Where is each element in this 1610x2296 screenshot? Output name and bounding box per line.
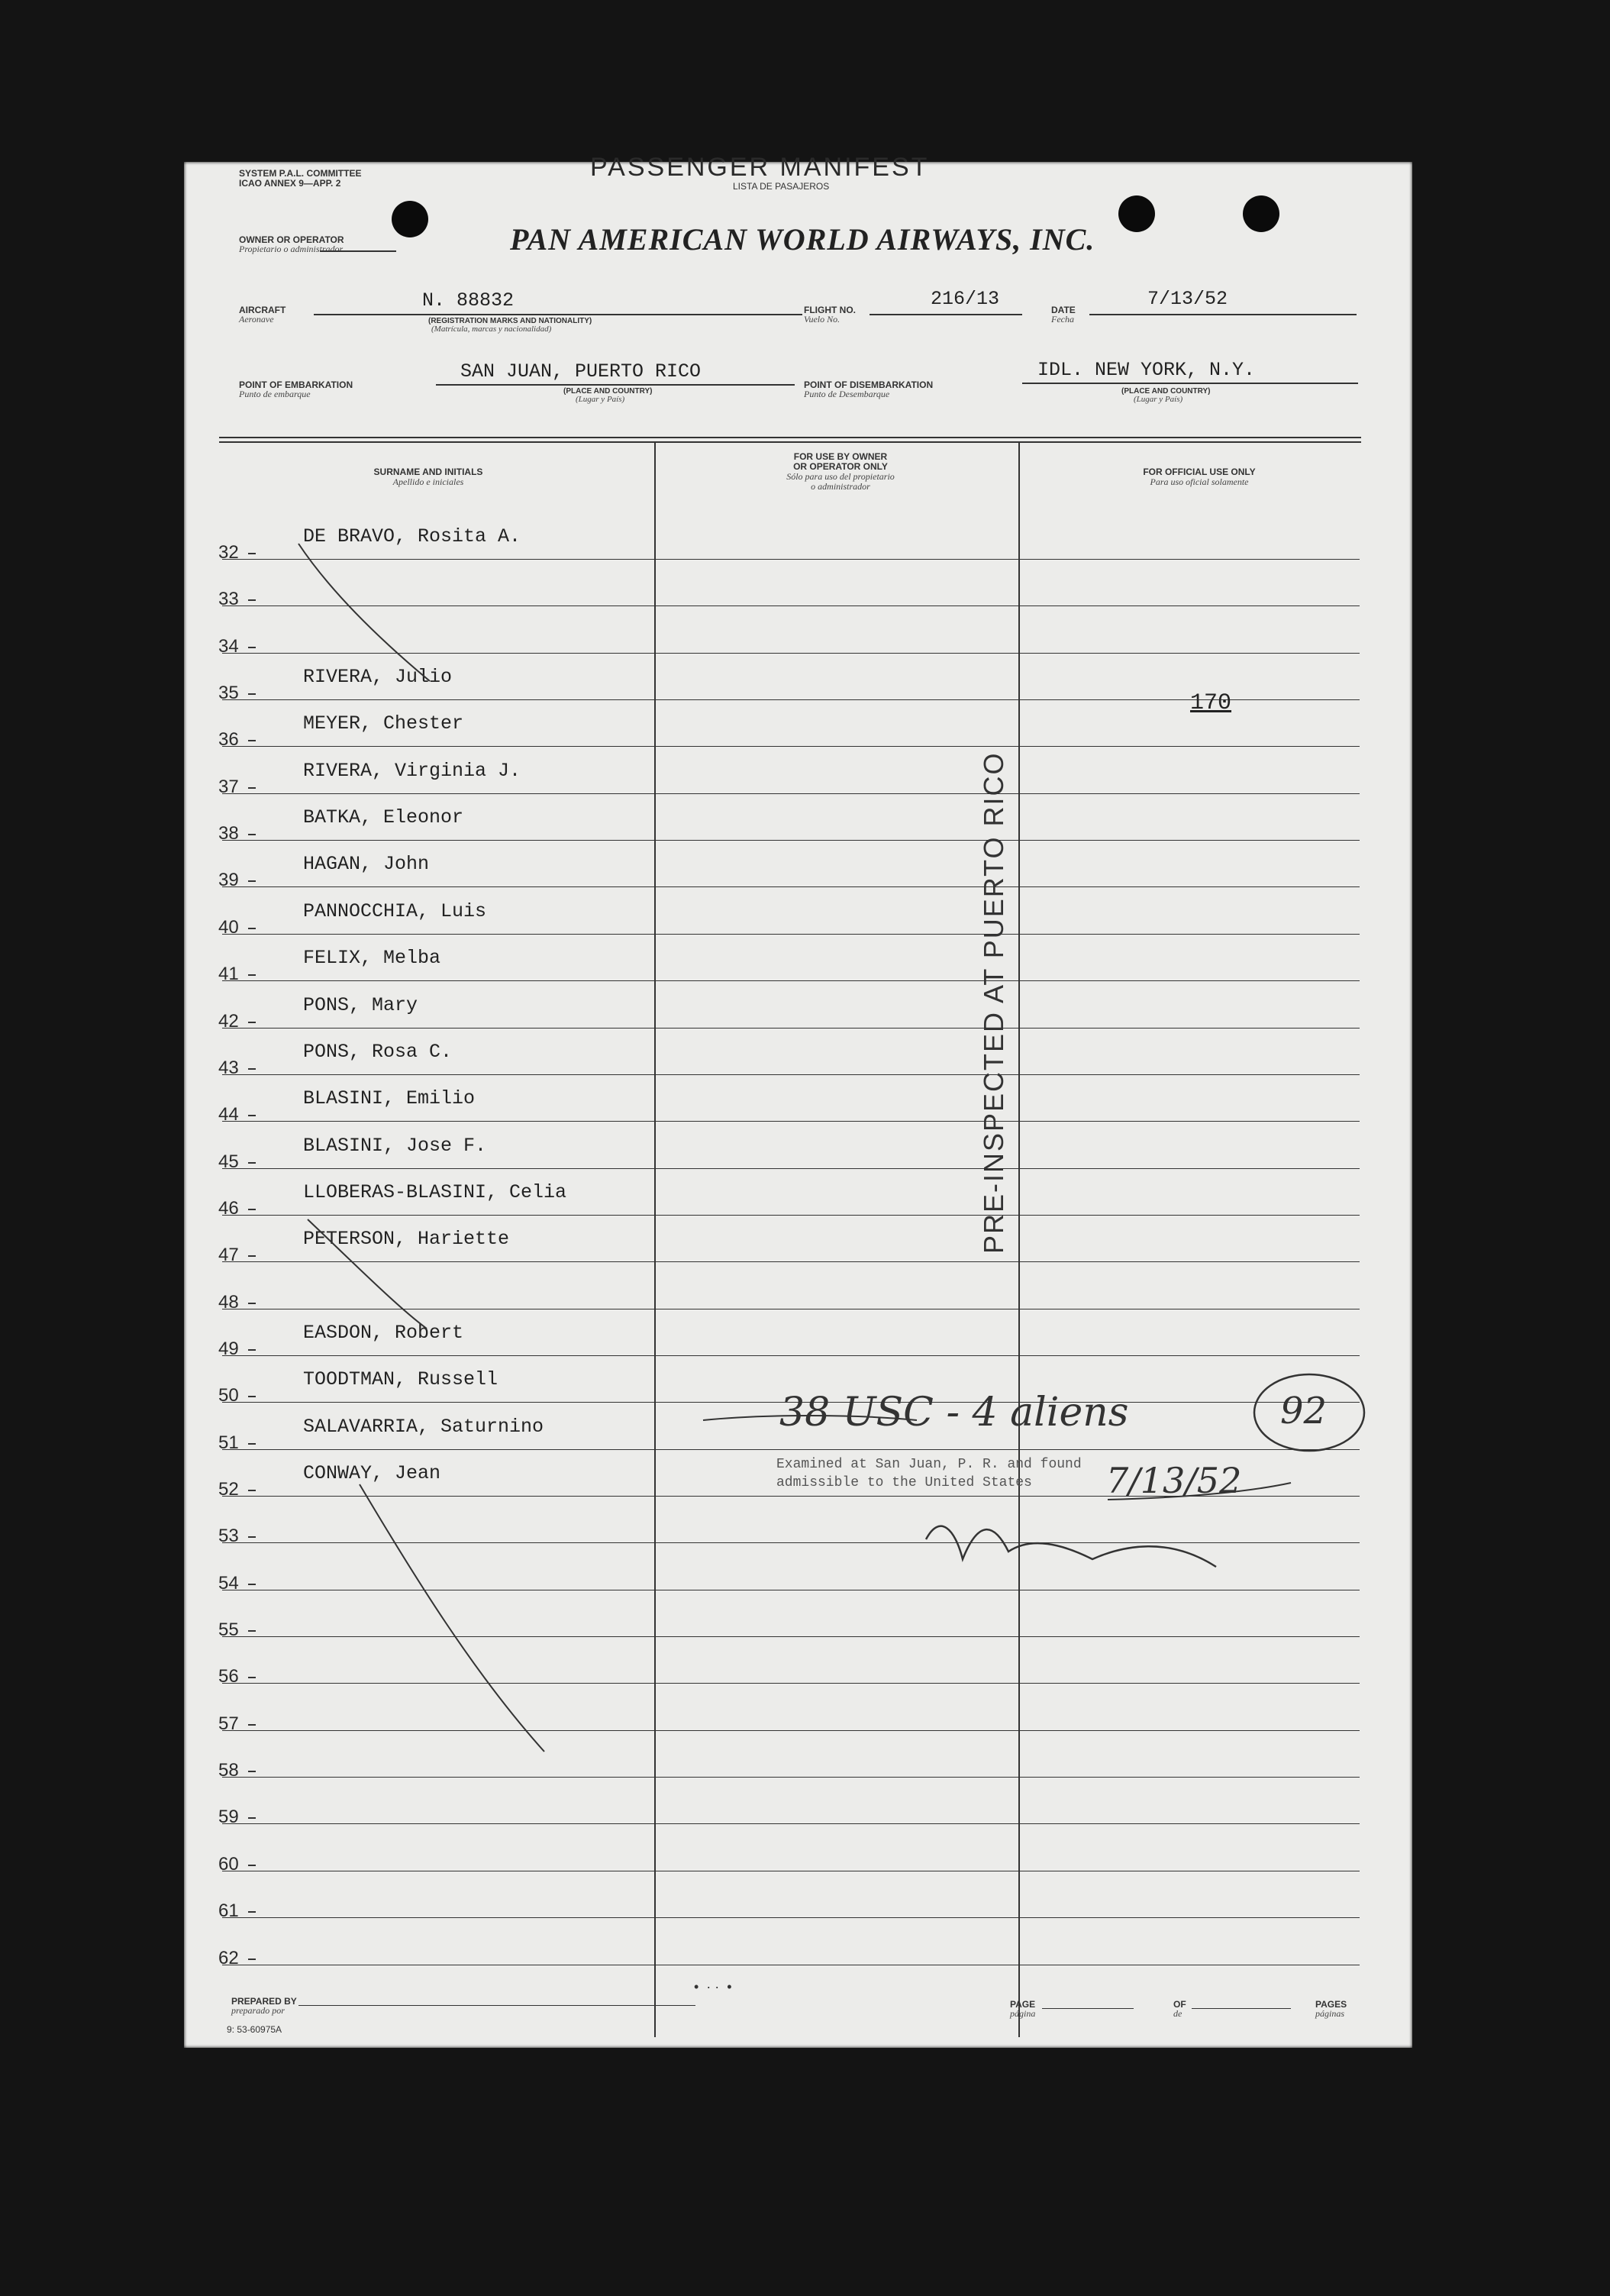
page-label-es: página <box>1010 2008 1036 2019</box>
aircraft-sub: (REGISTRATION MARKS AND NATIONALITY) <box>428 317 592 325</box>
passenger-name: PONS, Mary <box>303 994 418 1016</box>
row-number: 58 <box>218 1760 239 1781</box>
row-number: 38 <box>218 823 239 844</box>
row-number: 34 <box>218 636 239 657</box>
row-number: 40 <box>218 917 239 938</box>
row-number: 51 <box>218 1432 239 1453</box>
approval-line-2: ICAO ANNEX 9—APP. 2 <box>239 178 341 189</box>
passenger-name: DE BRAVO, Rosita A. <box>303 525 521 547</box>
passenger-name: CONWAY, Jean <box>303 1462 441 1484</box>
passenger-name: FELIX, Melba <box>303 947 441 969</box>
row-number: 44 <box>218 1104 239 1125</box>
strike-line-33-34 <box>298 544 430 681</box>
row-number: 47 <box>218 1245 239 1265</box>
passenger-name: EASDON, Robert <box>303 1322 464 1344</box>
row-number: 39 <box>218 870 239 890</box>
flight-label: FLIGHT NO. <box>804 305 856 315</box>
official-number: 170 <box>1190 690 1232 716</box>
row-number: 49 <box>218 1339 239 1359</box>
row-number: 33 <box>218 589 239 609</box>
flight-value: 216/13 <box>931 288 1000 310</box>
aircraft-label: AIRCRAFT <box>239 305 286 315</box>
row-number: 46 <box>218 1198 239 1219</box>
aircraft-value: N. 88832 <box>422 289 515 312</box>
passenger-name: BATKA, Eleonor <box>303 806 464 828</box>
row-number: 53 <box>218 1526 239 1546</box>
circled-total: 92 <box>1280 1390 1328 1432</box>
row-number: 57 <box>218 1713 239 1734</box>
prepared-label-es: preparado por <box>231 2005 285 2016</box>
exam-stamp-line-1: Examined at San Juan, P. R. and found <box>776 1457 1082 1472</box>
col-header-owner-use-1: FOR USE BY OWNER <box>793 451 888 462</box>
row-number: 43 <box>218 1058 239 1078</box>
pre-inspected-stamp-text: PRE-INSPECTED AT PUERTO RICO <box>978 751 1009 1254</box>
passenger-name: PETERSON, Hariette <box>303 1228 510 1250</box>
strike-marks <box>184 162 1412 2048</box>
row-number: 55 <box>218 1619 239 1640</box>
row-number: 36 <box>218 729 239 750</box>
passenger-name: SALAVARRIA, Saturnino <box>303 1416 544 1438</box>
strike-line-53-58 <box>360 1484 544 1752</box>
aircraft-label-es: Aeronave <box>239 314 274 325</box>
approval-line-1: SYSTEM P.A.L. COMMITTEE <box>239 168 362 179</box>
embark-sub-es: (Lugar y País) <box>576 395 625 404</box>
date-label: DATE <box>1051 305 1076 315</box>
signature-scribble <box>926 1526 1216 1567</box>
prepared-label: PREPARED BY <box>231 1996 297 2007</box>
col-header-official-use-label-es: Para uso oficial solamente <box>1150 476 1249 487</box>
passenger-name: BLASINI, Jose F. <box>303 1135 487 1157</box>
pages-label: PAGES <box>1315 1999 1347 2010</box>
row-number: 59 <box>218 1807 239 1827</box>
row-number: 42 <box>218 1011 239 1032</box>
row-number: 56 <box>218 1666 239 1687</box>
date-value: 7/13/52 <box>1147 288 1228 310</box>
center-marks: • · · • <box>694 1979 732 1994</box>
row-number: 61 <box>218 1900 239 1921</box>
passenger-name: RIVERA, Virginia J. <box>303 760 521 782</box>
strike-line-47-48 <box>308 1219 427 1329</box>
exam-date: 7/13/52 <box>1106 1460 1242 1501</box>
disembark-value: IDL. NEW YORK, N.Y. <box>1037 359 1256 381</box>
row-number: 41 <box>218 964 239 984</box>
passenger-name: PONS, Rosa C. <box>303 1041 453 1063</box>
row-number: 62 <box>218 1948 239 1968</box>
passenger-name: PANNOCCHIA, Luis <box>303 900 487 922</box>
passenger-name: BLASINI, Emilio <box>303 1087 476 1109</box>
passenger-name: TOODTMAN, Russell <box>303 1368 498 1390</box>
of-rule <box>1192 2008 1291 2009</box>
pages-label-es: páginas <box>1315 2008 1345 2019</box>
date-label-es: Fecha <box>1051 314 1074 325</box>
passenger-name: LLOBERAS-BLASINI, Celia <box>303 1181 567 1203</box>
col-header-owner-use-es-2: o administrador <box>811 481 870 492</box>
manifest-title-es: LISTA DE PASAJEROS <box>733 181 830 192</box>
of-label-es: de <box>1173 2008 1182 2019</box>
page-label: PAGE <box>1010 1999 1036 2010</box>
row-number: 45 <box>218 1151 239 1172</box>
passenger-name: RIVERA, Julio <box>303 666 453 688</box>
col-header-owner-use-es-1: Sólo para uso del propietario <box>786 471 895 482</box>
owner-label: OWNER OR OPERATOR <box>239 234 344 245</box>
row-number: 52 <box>218 1479 239 1500</box>
row-number: 60 <box>218 1854 239 1875</box>
manifest-title: PASSENGER MANIFEST <box>590 153 930 182</box>
col-header-names-label-es: Apellido e iniciales <box>392 476 464 487</box>
disembark-sub-es: (Lugar y País) <box>1134 395 1183 404</box>
form-number: 9: 53-60975A <box>227 2024 282 2035</box>
embark-label-es: Punto de embarque <box>239 389 311 399</box>
flight-label-es: Vuelo No. <box>804 314 840 325</box>
page-rule <box>1042 2008 1134 2009</box>
prepared-rule <box>298 2005 695 2006</box>
of-label: OF <box>1173 1999 1186 2010</box>
passenger-name: MEYER, Chester <box>303 712 464 735</box>
owner-label-es: Propietario o administrador <box>239 244 344 254</box>
disembark-label-es: Punto de Desembarque <box>804 389 890 399</box>
disembark-label: POINT OF DISEMBARKATION <box>804 379 934 390</box>
col-header-names-label: SURNAME AND INITIALS <box>373 467 483 477</box>
manifest-page <box>184 153 1412 2048</box>
row-number: 37 <box>218 777 239 797</box>
handwritten-count: 38 USC - 4 aliens <box>779 1390 1129 1435</box>
embark-value: SAN JUAN, PUERTO RICO <box>460 360 702 383</box>
row-number: 54 <box>218 1573 239 1594</box>
row-number: 50 <box>218 1385 239 1406</box>
row-number: 35 <box>218 683 239 703</box>
embark-sub: (PLACE AND COUNTRY) <box>563 387 653 396</box>
row-number: 48 <box>218 1292 239 1313</box>
aircraft-sub-es: (Matrícula, marcas y nacionalidad) <box>431 325 552 334</box>
col-header-owner-use-2: OR OPERATOR ONLY <box>793 461 888 472</box>
row-number: 32 <box>218 542 239 563</box>
airline-name: PAN AMERICAN WORLD AIRWAYS, INC. <box>510 222 1095 257</box>
col-header-official-use-label: FOR OFFICIAL USE ONLY <box>1143 467 1256 477</box>
exam-stamp-line-2: admissible to the United States <box>776 1475 1032 1490</box>
passenger-name: HAGAN, John <box>303 853 430 875</box>
disembark-sub: (PLACE AND COUNTRY) <box>1121 387 1211 396</box>
embark-label: POINT OF EMBARKATION <box>239 379 353 390</box>
